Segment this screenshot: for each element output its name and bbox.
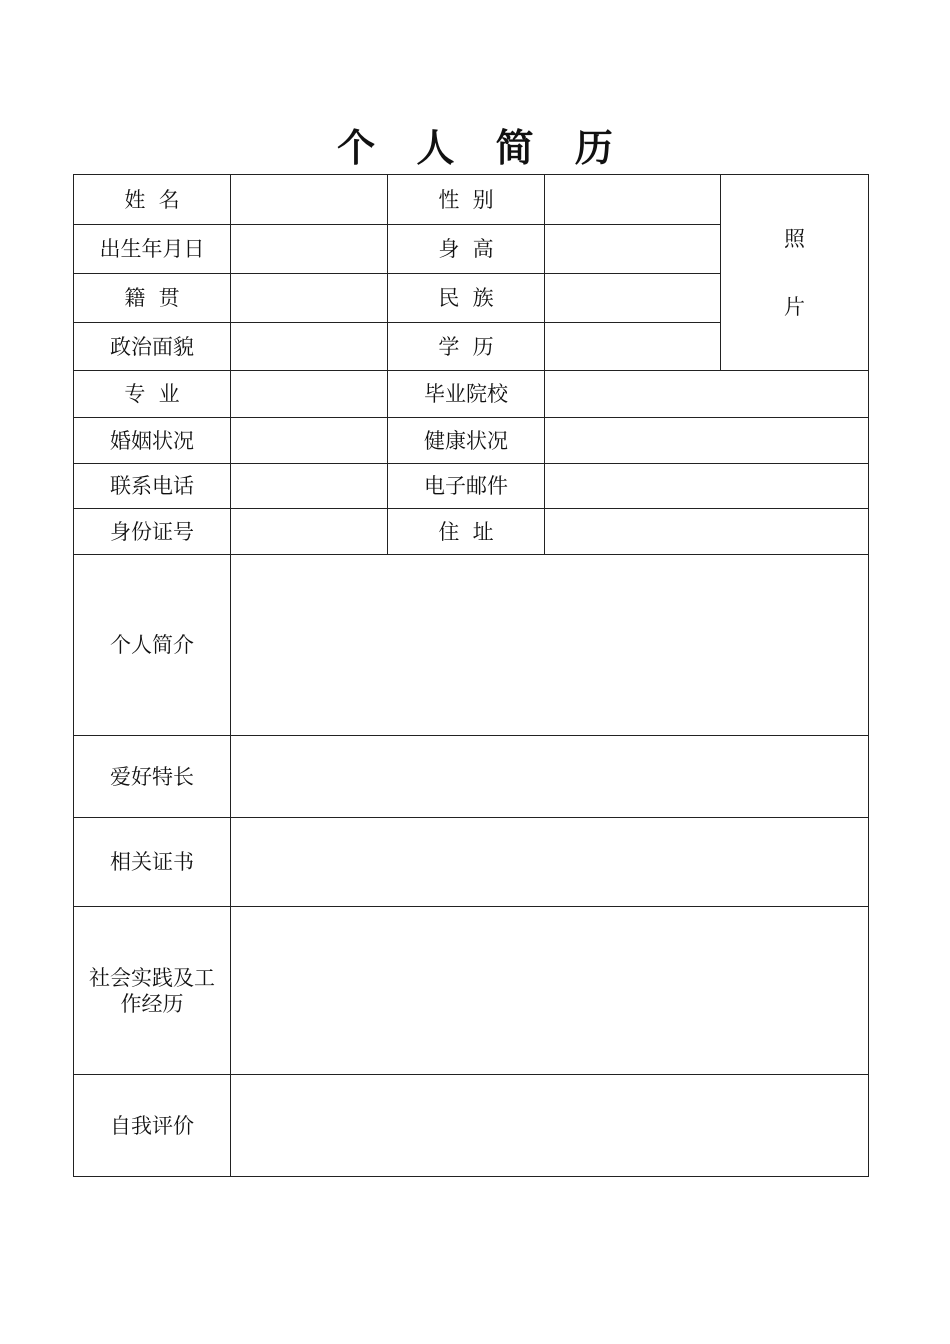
- label-gender: [388, 175, 545, 225]
- label-birthdate: [74, 225, 231, 274]
- value-education[interactable]: [545, 323, 721, 371]
- label-native-place-text: 籍 贯: [124, 286, 180, 310]
- label-height-text: 身 高: [438, 237, 494, 261]
- value-native-place[interactable]: [231, 274, 388, 323]
- value-major[interactable]: [231, 371, 388, 418]
- label-hobbies: [74, 736, 231, 818]
- row-experience: [74, 907, 869, 1075]
- label-school: [388, 371, 545, 418]
- label-address: [388, 509, 545, 555]
- label-major: [74, 371, 231, 418]
- value-political-status[interactable]: [231, 323, 388, 371]
- row-intro: [74, 555, 869, 736]
- label-self-eval: [74, 1075, 231, 1177]
- label-name-text: 姓 名: [124, 187, 180, 212]
- value-self-eval[interactable]: [231, 1075, 869, 1177]
- label-health: [388, 418, 545, 464]
- photo-label-1: 照: [784, 226, 805, 251]
- value-school[interactable]: [545, 371, 869, 418]
- value-gender[interactable]: [545, 175, 721, 225]
- value-height[interactable]: [545, 225, 721, 274]
- label-marital-status-text: 婚姻状况: [110, 428, 194, 453]
- label-birthdate-text: 出生年月日: [99, 237, 205, 261]
- value-certificates[interactable]: [231, 818, 869, 907]
- label-health-text: 健康状况: [424, 428, 508, 453]
- row-hobbies: [74, 736, 869, 818]
- value-marital-status[interactable]: [231, 418, 388, 464]
- label-political-status-text: 政治面貌: [110, 334, 194, 359]
- value-ethnicity[interactable]: [545, 274, 721, 323]
- label-hobbies-text: 爱好特长: [110, 764, 194, 789]
- label-education-text: 学 历: [438, 334, 494, 359]
- label-political-status: [74, 323, 231, 371]
- value-experience[interactable]: [231, 907, 869, 1075]
- row-major-school: [74, 371, 869, 418]
- row-id-address: [74, 509, 869, 555]
- label-major-text: 专 业: [124, 382, 180, 406]
- label-marital-status: [74, 418, 231, 464]
- label-height: [388, 225, 545, 274]
- label-school-text: 毕业院校: [424, 382, 508, 406]
- label-intro-text: 个人简介: [110, 633, 194, 657]
- value-id-number[interactable]: [231, 509, 388, 555]
- label-phone-text: 联系电话: [110, 474, 194, 498]
- label-experience-text: 社会实践及工作经历: [89, 965, 215, 1016]
- label-self-eval-text: 自我评价: [110, 1113, 194, 1138]
- value-phone[interactable]: [231, 464, 388, 509]
- value-name[interactable]: [231, 175, 388, 225]
- label-id-number: [74, 509, 231, 555]
- label-ethnicity-text: 民 族: [438, 286, 494, 310]
- photo-box[interactable]: [721, 175, 869, 371]
- row-phone-email: [74, 464, 869, 509]
- label-native-place: [74, 274, 231, 323]
- page-title: 个 人 简 历: [337, 125, 627, 170]
- resume-table: [73, 174, 869, 1177]
- photo-label-2: 片: [784, 294, 805, 319]
- label-phone: [74, 464, 231, 509]
- label-name: [74, 175, 231, 225]
- label-email: [388, 464, 545, 509]
- value-birthdate[interactable]: [231, 225, 388, 274]
- value-health[interactable]: [545, 418, 869, 464]
- value-address[interactable]: [545, 509, 869, 555]
- label-experience: [74, 907, 231, 1075]
- value-intro[interactable]: [231, 555, 869, 736]
- row-marital-health: [74, 418, 869, 464]
- label-education: [388, 323, 545, 371]
- row-certificates: [74, 818, 869, 907]
- label-id-number-text: 身份证号: [110, 519, 194, 544]
- label-intro: [74, 555, 231, 736]
- value-email[interactable]: [545, 464, 869, 509]
- label-certificates-text: 相关证书: [110, 850, 194, 874]
- row-name-gender: [74, 175, 869, 225]
- label-address-text: 住 址: [438, 519, 494, 544]
- label-certificates: [74, 818, 231, 907]
- label-email-text: 电子邮件: [424, 474, 508, 498]
- row-self-eval: [74, 1075, 869, 1177]
- label-ethnicity: [388, 274, 545, 323]
- value-hobbies[interactable]: [231, 736, 869, 818]
- label-gender-text: 性 别: [438, 187, 494, 212]
